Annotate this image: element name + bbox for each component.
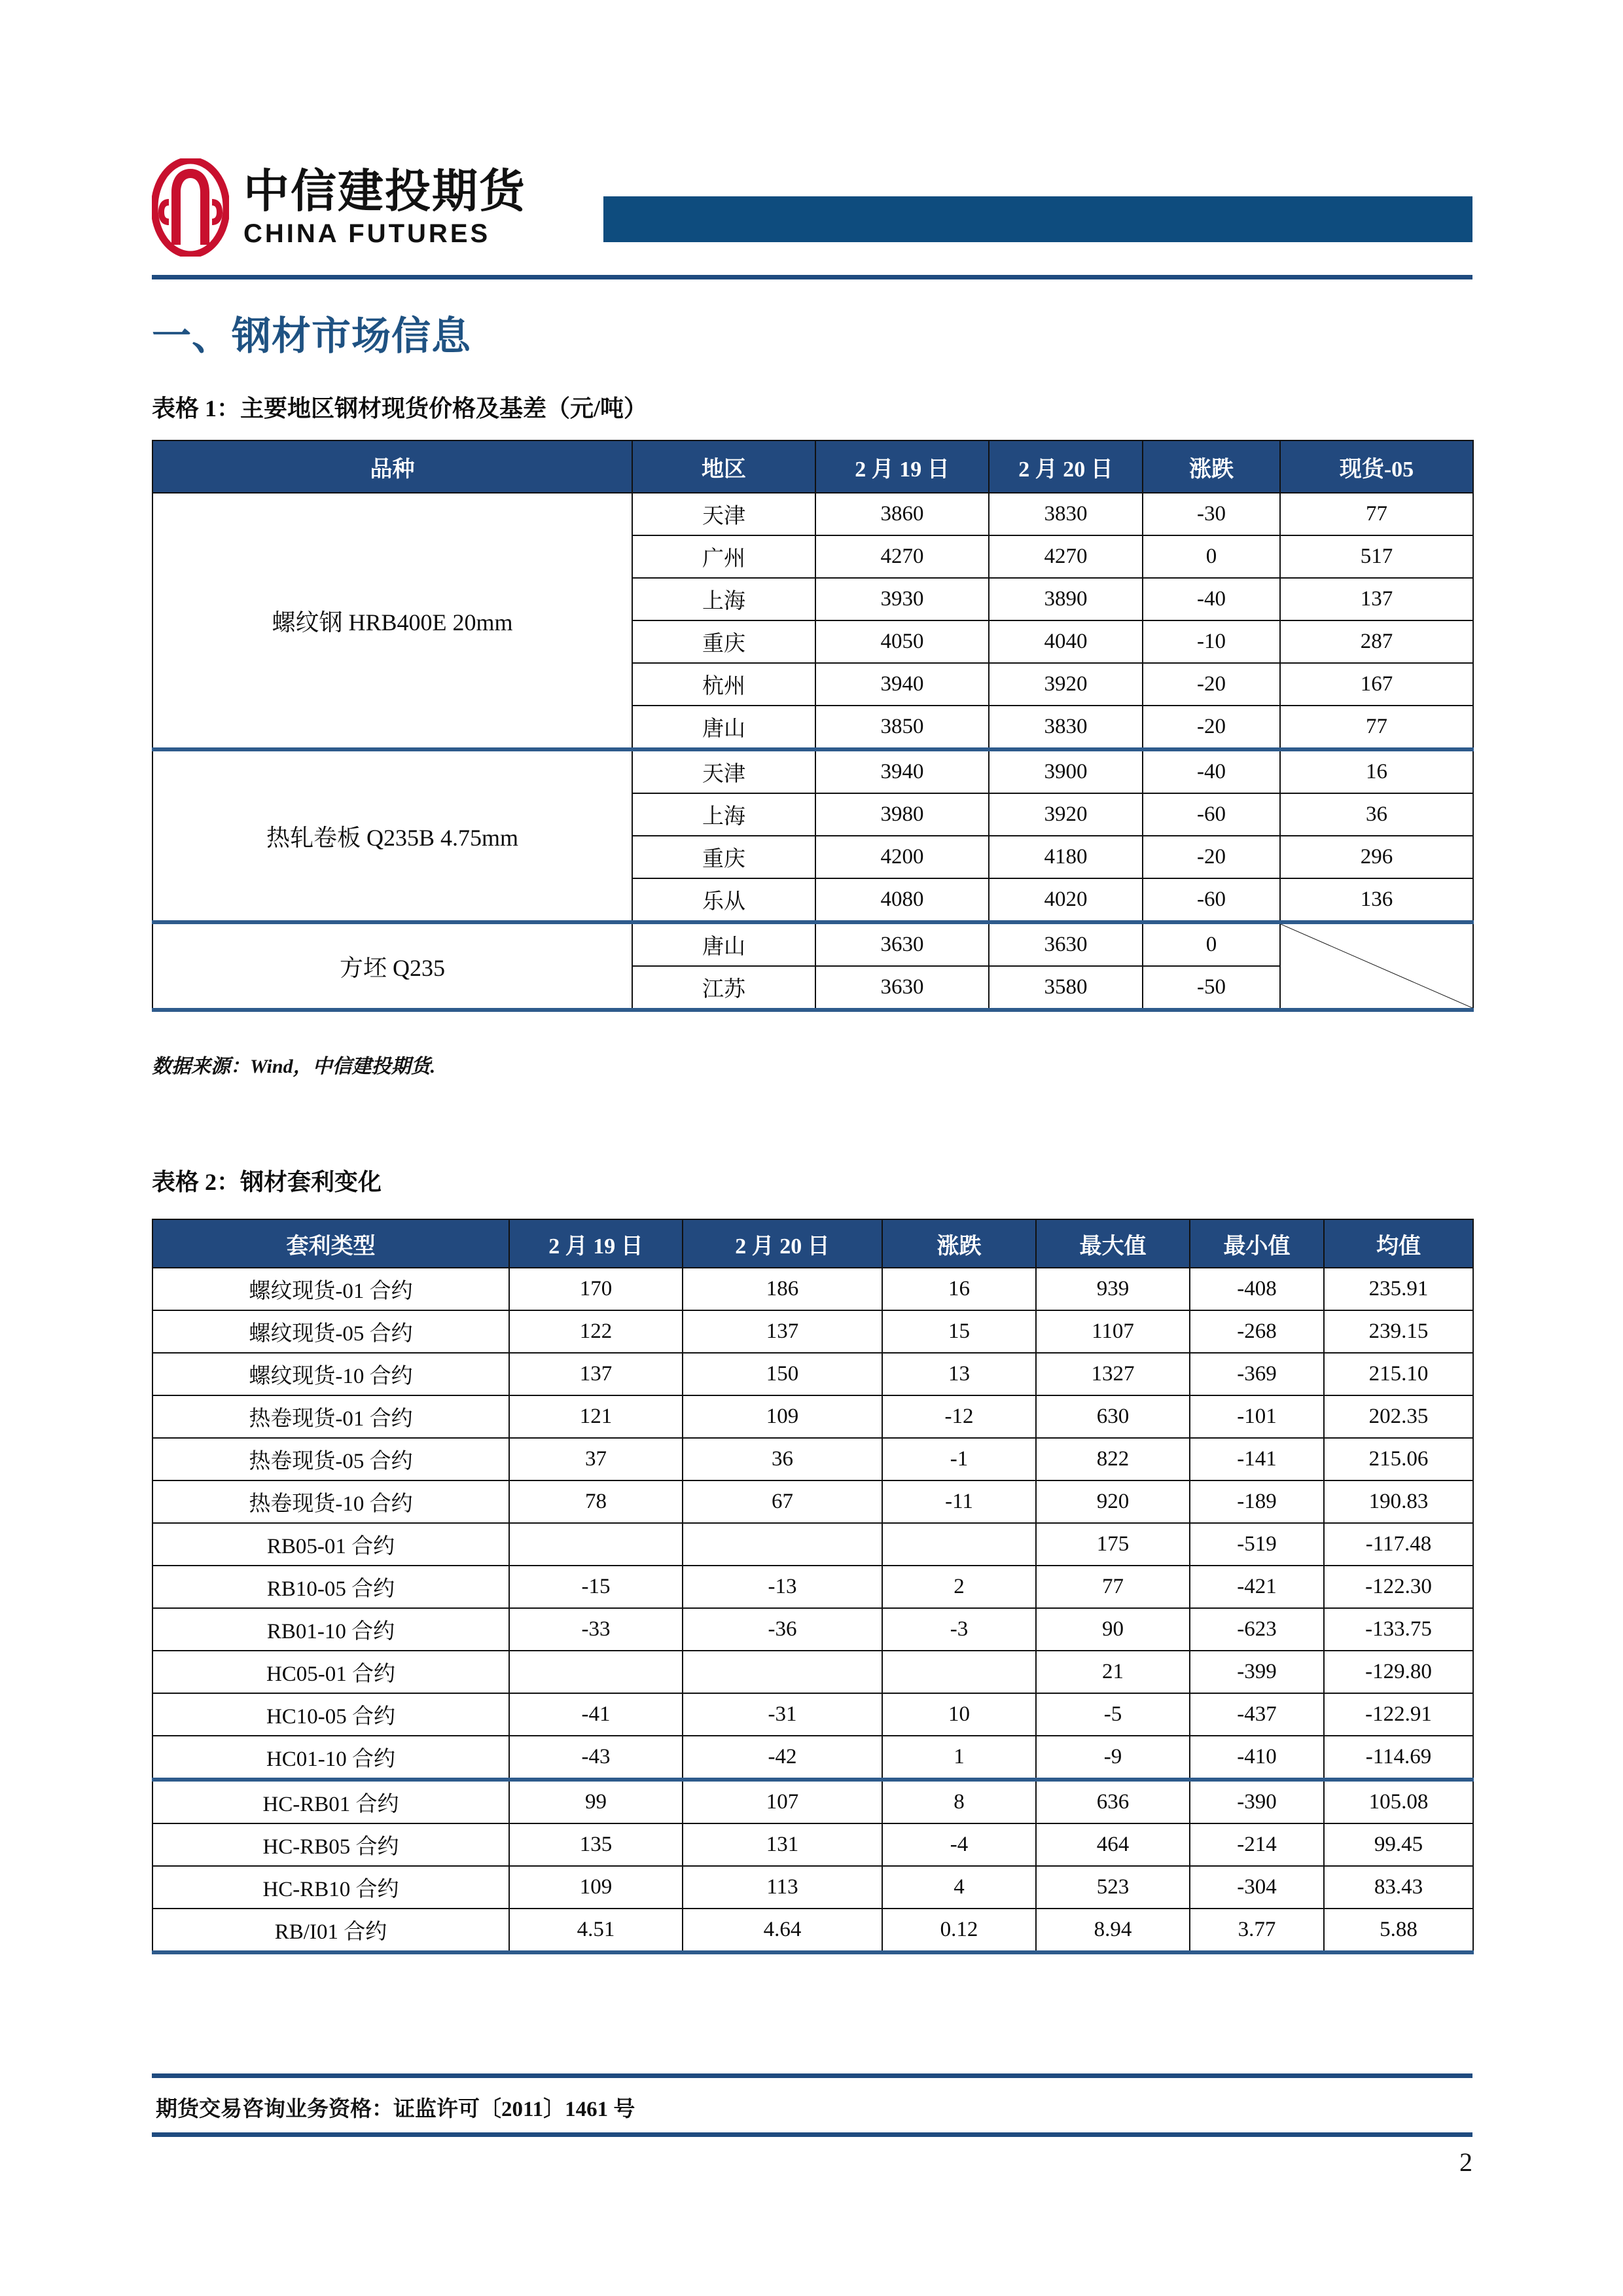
basis-cell: 16 — [1280, 749, 1473, 793]
max-value-cell: 21 — [1036, 1651, 1190, 1693]
logo-text-cn: 中信建投期货 — [243, 164, 526, 218]
min-value-cell: -410 — [1190, 1736, 1324, 1780]
region-cell: 天津 — [632, 749, 815, 793]
basis-cell: 296 — [1280, 836, 1473, 878]
value-feb20-cell — [683, 1523, 882, 1566]
basis-cell: 517 — [1280, 535, 1473, 578]
max-value-cell: 822 — [1036, 1438, 1190, 1480]
max-value-cell: 77 — [1036, 1566, 1190, 1608]
arb-type-cell: HC10-05 合约 — [152, 1693, 509, 1736]
price-feb20-cell: 3580 — [989, 966, 1143, 1010]
region-cell: 广州 — [632, 535, 815, 578]
value-feb20-cell: 109 — [683, 1395, 882, 1438]
header-divider-rule — [152, 275, 1472, 279]
max-value-cell: 464 — [1036, 1823, 1190, 1866]
change-cell: -1 — [882, 1438, 1036, 1480]
value-feb19-cell: 4.51 — [509, 1909, 683, 1952]
price-feb20-cell: 3920 — [989, 793, 1143, 836]
arbitrage-table — [152, 1219, 1474, 1954]
change-cell: -10 — [1143, 620, 1280, 663]
price-feb20-cell: 3830 — [989, 493, 1143, 535]
table-row — [152, 1268, 1473, 1310]
price-feb20-cell: 4180 — [989, 836, 1143, 878]
table-row — [152, 1438, 1473, 1480]
arb-type-cell: RB01-10 合约 — [152, 1608, 509, 1651]
arb-type-cell: HC-RB01 合约 — [152, 1780, 509, 1823]
basis-cell: 77 — [1280, 706, 1473, 749]
change-cell: -40 — [1143, 749, 1280, 793]
arb-type-cell: 热卷现货-10 合约 — [152, 1480, 509, 1523]
value-feb20-cell: 36 — [683, 1438, 882, 1480]
max-value-cell: 630 — [1036, 1395, 1190, 1438]
table-row — [152, 922, 1473, 966]
spot-price-table — [152, 440, 1474, 1012]
value-feb19-cell: -43 — [509, 1736, 683, 1780]
arb-type-cell: 热卷现货-05 合约 — [152, 1438, 509, 1480]
avg-value-cell: -122.30 — [1324, 1566, 1473, 1608]
price-feb19-cell: 3850 — [815, 706, 989, 749]
avg-value-cell: 99.45 — [1324, 1823, 1473, 1866]
min-value-cell: -101 — [1190, 1395, 1324, 1438]
table-row — [152, 1866, 1473, 1909]
change-cell: 0.12 — [882, 1909, 1036, 1952]
value-feb20-cell: 131 — [683, 1823, 882, 1866]
change-cell: -3 — [882, 1608, 1036, 1651]
price-feb19-cell: 3930 — [815, 578, 989, 620]
min-value-cell: 3.77 — [1190, 1909, 1324, 1952]
table1-col-basis05: 现货-05 — [1280, 440, 1473, 493]
basis-cell: 137 — [1280, 578, 1473, 620]
change-cell: 15 — [882, 1310, 1036, 1353]
max-value-cell: 1107 — [1036, 1310, 1190, 1353]
avg-value-cell: 190.83 — [1324, 1480, 1473, 1523]
change-cell: 2 — [882, 1566, 1036, 1608]
change-cell: 8 — [882, 1780, 1036, 1823]
table1-col-variety: 品种 — [152, 440, 632, 493]
value-feb20-cell: 4.64 — [683, 1909, 882, 1952]
arb-type-cell: HC-RB10 合约 — [152, 1866, 509, 1909]
avg-value-cell: 215.10 — [1324, 1353, 1473, 1395]
value-feb19-cell: -15 — [509, 1566, 683, 1608]
change-cell: 10 — [882, 1693, 1036, 1736]
change-cell: 0 — [1143, 535, 1280, 578]
table-row — [152, 1651, 1473, 1693]
value-feb19-cell: 122 — [509, 1310, 683, 1353]
price-feb19-cell: 4200 — [815, 836, 989, 878]
header-accent-bar — [603, 196, 1472, 242]
company-logo — [152, 158, 526, 257]
change-cell: 13 — [882, 1353, 1036, 1395]
max-value-cell: -9 — [1036, 1736, 1190, 1780]
min-value-cell: -437 — [1190, 1693, 1324, 1736]
table-row — [152, 1566, 1473, 1608]
max-value-cell: 523 — [1036, 1866, 1190, 1909]
table2-col-avg: 均值 — [1324, 1219, 1473, 1268]
table2-caption: 表格 2：钢材套利变化 — [152, 1169, 382, 1195]
value-feb19-cell: 37 — [509, 1438, 683, 1480]
change-cell: -20 — [1143, 836, 1280, 878]
price-feb19-cell: 4050 — [815, 620, 989, 663]
avg-value-cell: 215.06 — [1324, 1438, 1473, 1480]
table-row — [152, 1736, 1473, 1780]
table-row — [152, 1480, 1473, 1523]
basis-cell: 136 — [1280, 878, 1473, 922]
change-cell: -60 — [1143, 793, 1280, 836]
value-feb20-cell: 137 — [683, 1310, 882, 1353]
table2-col-max: 最大值 — [1036, 1219, 1190, 1268]
section-heading: 一、钢材市场信息 — [152, 314, 471, 359]
table2-col-feb19: 2 月 19 日 — [509, 1219, 683, 1268]
arb-type-cell: 螺纹现货-05 合约 — [152, 1310, 509, 1353]
basis-empty-slash-cell — [1280, 922, 1473, 1010]
max-value-cell: -5 — [1036, 1693, 1190, 1736]
min-value-cell: -399 — [1190, 1651, 1324, 1693]
value-feb19-cell — [509, 1651, 683, 1693]
change-cell: -12 — [882, 1395, 1036, 1438]
value-feb20-cell: 107 — [683, 1780, 882, 1823]
footer-license-text: 期货交易咨询业务资格：证监许可〔2011〕1461 号 — [156, 2098, 635, 2121]
avg-value-cell: -117.48 — [1324, 1523, 1473, 1566]
arb-type-cell: 螺纹现货-10 合约 — [152, 1353, 509, 1395]
avg-value-cell: -122.91 — [1324, 1693, 1473, 1736]
avg-value-cell: -133.75 — [1324, 1608, 1473, 1651]
price-feb19-cell: 4080 — [815, 878, 989, 922]
price-feb19-cell: 3940 — [815, 663, 989, 706]
table2-header-row — [152, 1219, 1473, 1268]
table-row — [152, 1608, 1473, 1651]
table1-col-region: 地区 — [632, 440, 815, 493]
citic-emblem-icon — [152, 158, 229, 257]
table2-col-min: 最小值 — [1190, 1219, 1324, 1268]
avg-value-cell: -114.69 — [1324, 1736, 1473, 1780]
table-row — [152, 1310, 1473, 1353]
region-cell: 唐山 — [632, 922, 815, 966]
table-row — [152, 1780, 1473, 1823]
avg-value-cell: 105.08 — [1324, 1780, 1473, 1823]
value-feb19-cell: 170 — [509, 1268, 683, 1310]
max-value-cell: 90 — [1036, 1608, 1190, 1651]
price-feb19-cell: 3630 — [815, 922, 989, 966]
table-row — [152, 1823, 1473, 1866]
change-cell: -11 — [882, 1480, 1036, 1523]
min-value-cell: -189 — [1190, 1480, 1324, 1523]
avg-value-cell: 239.15 — [1324, 1310, 1473, 1353]
arb-type-cell: HC-RB05 合约 — [152, 1823, 509, 1866]
arb-type-cell: HC01-10 合约 — [152, 1736, 509, 1780]
table-row — [152, 1353, 1473, 1395]
value-feb20-cell: 67 — [683, 1480, 882, 1523]
price-feb20-cell: 4020 — [989, 878, 1143, 922]
value-feb20-cell: 186 — [683, 1268, 882, 1310]
price-feb20-cell: 3830 — [989, 706, 1143, 749]
price-feb20-cell: 3920 — [989, 663, 1143, 706]
avg-value-cell: -129.80 — [1324, 1651, 1473, 1693]
commodity-category-cell: 方坯 Q235 — [152, 922, 632, 1010]
value-feb19-cell — [509, 1523, 683, 1566]
min-value-cell: -421 — [1190, 1566, 1324, 1608]
change-cell — [882, 1523, 1036, 1566]
table-row — [152, 1909, 1473, 1952]
avg-value-cell: 5.88 — [1324, 1909, 1473, 1952]
max-value-cell: 920 — [1036, 1480, 1190, 1523]
price-feb19-cell: 3630 — [815, 966, 989, 1010]
basis-cell: 287 — [1280, 620, 1473, 663]
price-feb20-cell: 4270 — [989, 535, 1143, 578]
change-cell: 4 — [882, 1866, 1036, 1909]
min-value-cell: -408 — [1190, 1268, 1324, 1310]
arb-type-cell: HC05-01 合约 — [152, 1651, 509, 1693]
table2-col-change: 涨跌 — [882, 1219, 1036, 1268]
region-cell: 杭州 — [632, 663, 815, 706]
table1-col-change: 涨跌 — [1143, 440, 1280, 493]
region-cell: 江苏 — [632, 966, 815, 1010]
min-value-cell: -623 — [1190, 1608, 1324, 1651]
min-value-cell: -141 — [1190, 1438, 1324, 1480]
arb-type-cell: RB10-05 合约 — [152, 1566, 509, 1608]
value-feb20-cell: 150 — [683, 1353, 882, 1395]
min-value-cell: -304 — [1190, 1866, 1324, 1909]
commodity-category-cell: 热轧卷板 Q235B 4.75mm — [152, 749, 632, 922]
region-cell: 乐从 — [632, 878, 815, 922]
table-row — [152, 1693, 1473, 1736]
value-feb19-cell: 78 — [509, 1480, 683, 1523]
logo-text-en: CHINA FUTURES — [243, 219, 491, 248]
price-feb19-cell: 3980 — [815, 793, 989, 836]
max-value-cell: 1327 — [1036, 1353, 1190, 1395]
change-cell: -60 — [1143, 878, 1280, 922]
value-feb19-cell: 121 — [509, 1395, 683, 1438]
min-value-cell: -268 — [1190, 1310, 1324, 1353]
table1-source-note: 数据来源：Wind，中信建投期货. — [152, 1056, 436, 1077]
page-number: 2 — [1459, 2147, 1472, 2177]
min-value-cell: -390 — [1190, 1780, 1324, 1823]
price-feb20-cell: 3890 — [989, 578, 1143, 620]
price-feb20-cell: 3630 — [989, 922, 1143, 966]
change-cell — [882, 1651, 1036, 1693]
footer-rule-bottom — [152, 2132, 1472, 2137]
region-cell: 重庆 — [632, 836, 815, 878]
region-cell: 重庆 — [632, 620, 815, 663]
change-cell: -4 — [882, 1823, 1036, 1866]
value-feb20-cell: -36 — [683, 1608, 882, 1651]
price-feb19-cell: 4270 — [815, 535, 989, 578]
change-cell: 0 — [1143, 922, 1280, 966]
commodity-category-cell: 螺纹钢 HRB400E 20mm — [152, 493, 632, 749]
arb-type-cell: 螺纹现货-01 合约 — [152, 1268, 509, 1310]
price-feb20-cell: 3900 — [989, 749, 1143, 793]
max-value-cell: 939 — [1036, 1268, 1190, 1310]
min-value-cell: -214 — [1190, 1823, 1324, 1866]
min-value-cell: -519 — [1190, 1523, 1324, 1566]
value-feb19-cell: 137 — [509, 1353, 683, 1395]
change-cell: -40 — [1143, 578, 1280, 620]
max-value-cell: 175 — [1036, 1523, 1190, 1566]
table-row — [152, 1523, 1473, 1566]
arb-type-cell: RB/I01 合约 — [152, 1909, 509, 1952]
table2-col-feb20: 2 月 20 日 — [683, 1219, 882, 1268]
change-cell: -30 — [1143, 493, 1280, 535]
table-row — [152, 1395, 1473, 1438]
region-cell: 唐山 — [632, 706, 815, 749]
value-feb19-cell: -33 — [509, 1608, 683, 1651]
table2-col-type: 套利类型 — [152, 1219, 509, 1268]
value-feb20-cell: 113 — [683, 1866, 882, 1909]
value-feb20-cell: -13 — [683, 1566, 882, 1608]
price-feb20-cell: 4040 — [989, 620, 1143, 663]
max-value-cell: 636 — [1036, 1780, 1190, 1823]
value-feb20-cell: -31 — [683, 1693, 882, 1736]
min-value-cell: -369 — [1190, 1353, 1324, 1395]
arb-type-cell: 热卷现货-01 合约 — [152, 1395, 509, 1438]
value-feb19-cell: 99 — [509, 1780, 683, 1823]
table1-header-row — [152, 440, 1473, 493]
table1-col-feb20: 2 月 20 日 — [989, 440, 1143, 493]
change-cell: -50 — [1143, 966, 1280, 1010]
arb-type-cell: RB05-01 合约 — [152, 1523, 509, 1566]
region-cell: 上海 — [632, 578, 815, 620]
change-cell: -20 — [1143, 706, 1280, 749]
value-feb19-cell: 109 — [509, 1866, 683, 1909]
value-feb20-cell — [683, 1651, 882, 1693]
table1-caption: 表格 1：主要地区钢材现货价格及基差（元/吨） — [152, 395, 648, 422]
change-cell: 1 — [882, 1736, 1036, 1780]
region-cell: 天津 — [632, 493, 815, 535]
footer-rule-top — [152, 2073, 1472, 2078]
page-header — [152, 154, 1472, 267]
price-feb19-cell: 3860 — [815, 493, 989, 535]
basis-cell: 36 — [1280, 793, 1473, 836]
avg-value-cell: 202.35 — [1324, 1395, 1473, 1438]
table-row — [152, 493, 1473, 535]
avg-value-cell: 235.91 — [1324, 1268, 1473, 1310]
price-feb19-cell: 3940 — [815, 749, 989, 793]
change-cell: 16 — [882, 1268, 1036, 1310]
region-cell: 上海 — [632, 793, 815, 836]
max-value-cell: 8.94 — [1036, 1909, 1190, 1952]
value-feb20-cell: -42 — [683, 1736, 882, 1780]
value-feb19-cell: 135 — [509, 1823, 683, 1866]
basis-cell: 167 — [1280, 663, 1473, 706]
table-row — [152, 749, 1473, 793]
avg-value-cell: 83.43 — [1324, 1866, 1473, 1909]
change-cell: -20 — [1143, 663, 1280, 706]
basis-cell: 77 — [1280, 493, 1473, 535]
table1-col-feb19: 2 月 19 日 — [815, 440, 989, 493]
value-feb19-cell: -41 — [509, 1693, 683, 1736]
